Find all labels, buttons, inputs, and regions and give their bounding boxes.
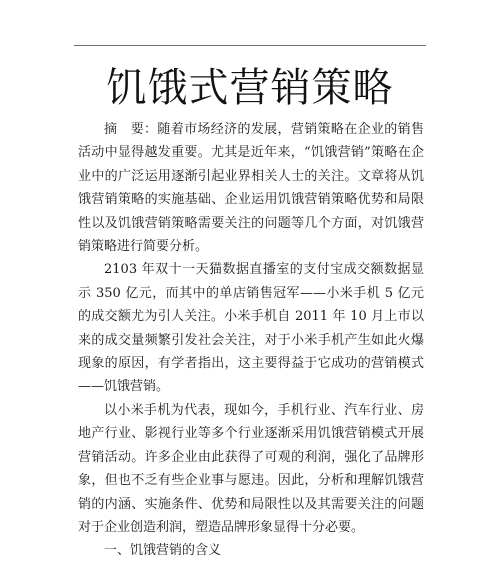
section-heading: 一、饥饿营销的含义 — [104, 543, 222, 559]
abstract-paragraph: 摘 要：随着市场经济的发展，营销策略在企业的销售活动中显得越发重要。尤其是近年来，“饥饿营销”策略在企业中的广泛运用逐渐引起业界相关人士的关注。文章将从饥饿营销策略的实施基础、企业运用饥饿营销策略优势和局限性以及饥饿营销策略需要关注的问题等几个方面，对饥饿营销策略进行简要分析。 — [78, 122, 424, 255]
document-body — [78, 118, 424, 563]
document-title: 饥饿式营销策略 — [106, 65, 394, 111]
body-paragraph: 2103 年双十一天猫数据直播室的支付宝成交额数据显示 350 亿元，而其中的单店销售冠军——小米手机 5 亿元的成交额尤为引人关注。小米手机自 2011 年 10 月上市以来的成交量频繁引发社会关注，对于小米手机产生如此火爆现象的原因，有学者指出，这主要得益于它成功的营销模式——饥饿营销。 — [78, 262, 424, 395]
top-divider — [74, 45, 426, 46]
body-paragraph: 以小米手机为代表，现如今，手机行业、汽车行业、房地产行业、影视行业等多个行业逐渐采用饥饿营销模式开展营销活动。许多企业由此获得了可观的利润，强化了品牌形象，但也不乏有些企业事与愿违。因此，分析和理解饥饿营销的内涵、实施条件、优势和局限性以及其需要关注的问题对于企业创造利润，塑造品牌形象显得十分必要。 — [78, 402, 424, 535]
